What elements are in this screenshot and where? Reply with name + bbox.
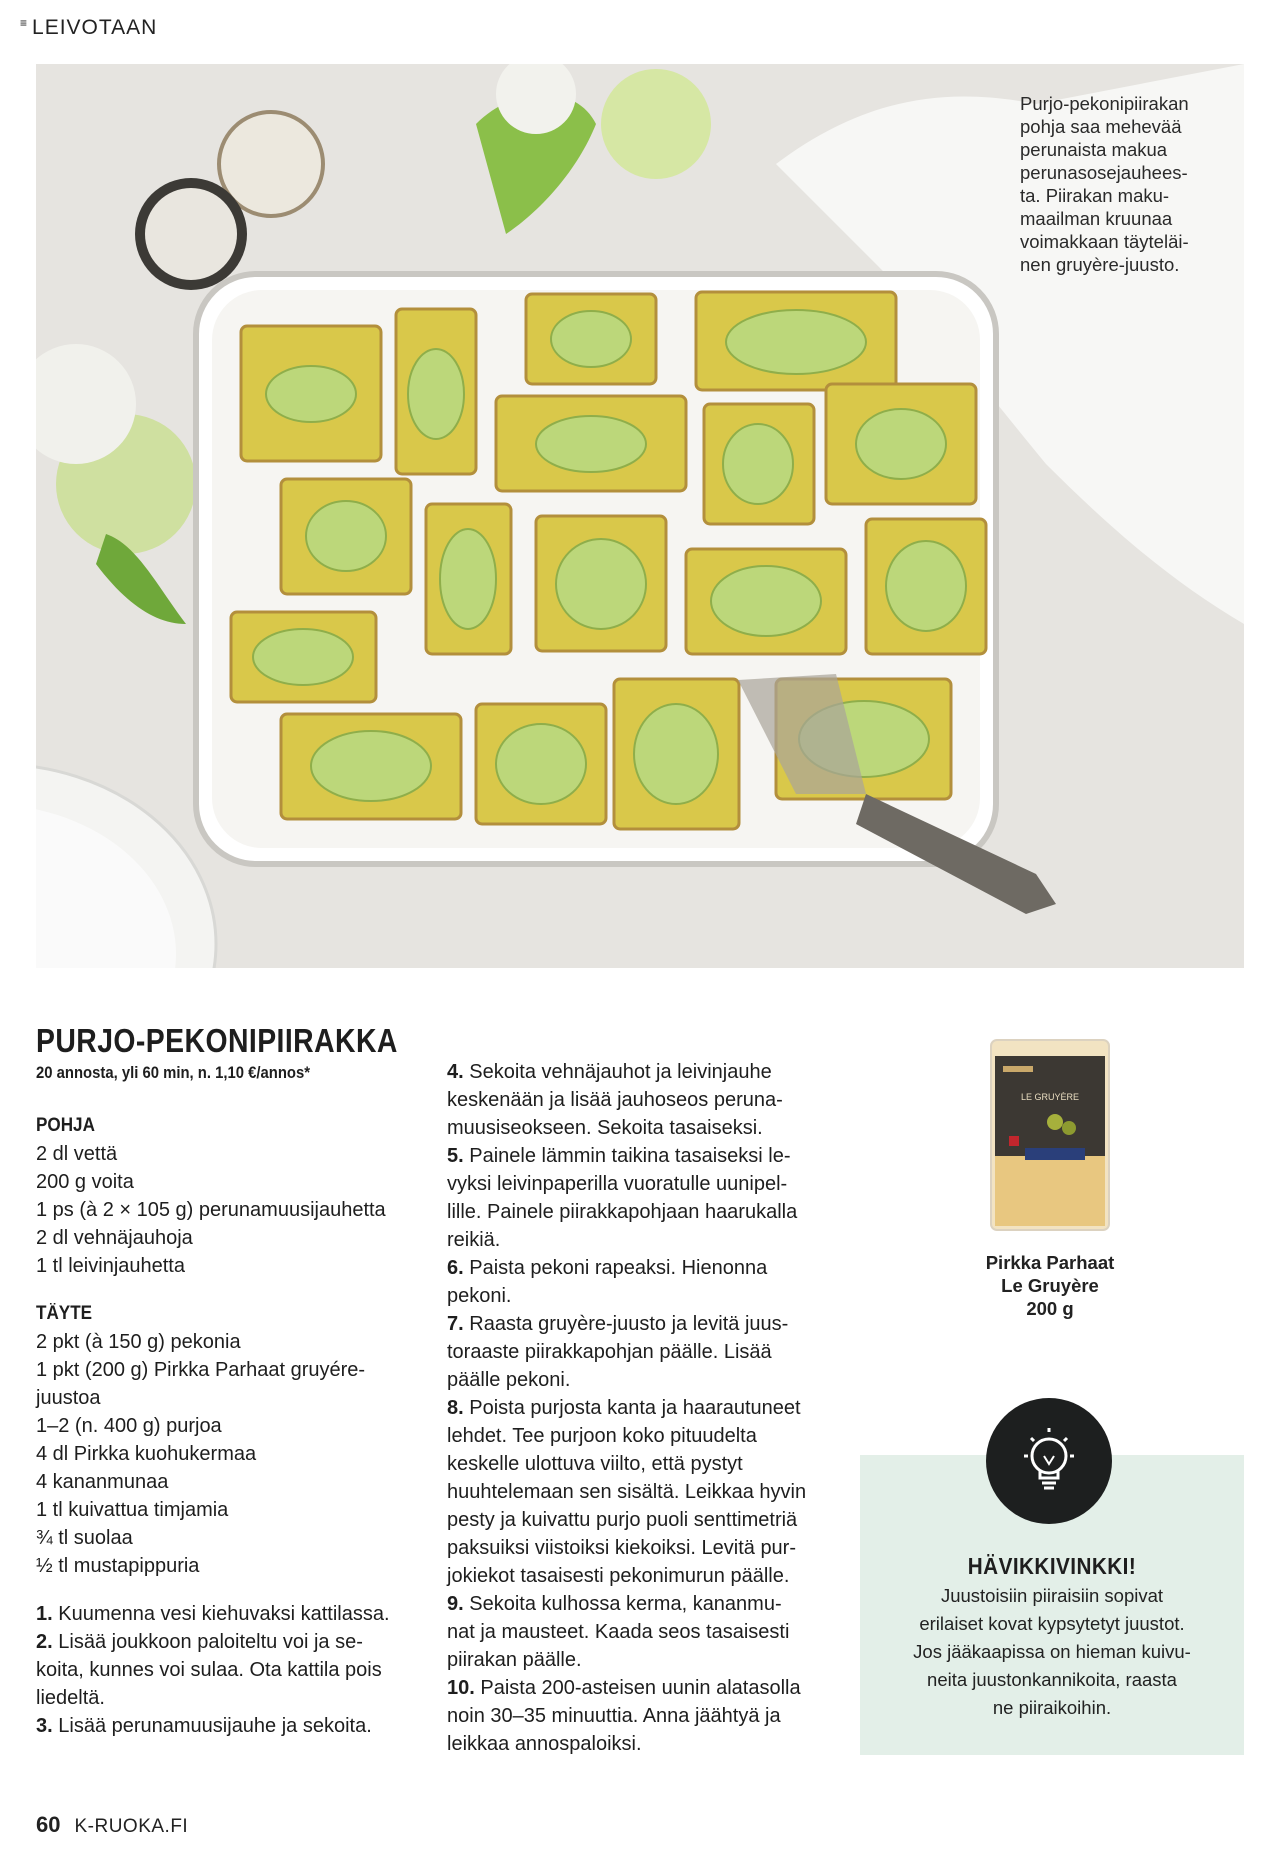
step-line: 4. Sekoita vehnäjauhot ja leivinjauhe (447, 1061, 772, 1083)
product-name (960, 1251, 1140, 1320)
ingredient: 200 g voita (36, 1171, 134, 1193)
step-line: paksuiksi viistoiksi kiekoiksi. Levitä pur- (447, 1537, 797, 1559)
ingredient: 2 dl vettä (36, 1143, 118, 1165)
step-line: pesty ja kuivattu purjo puoli senttimetriä (447, 1509, 798, 1531)
ingredient: 4 kananmunaa (36, 1471, 169, 1493)
page-number: 60 (36, 1812, 61, 1837)
product-name-line: Pirkka Parhaat (985, 1252, 1115, 1273)
base-heading: POHJA (36, 1115, 95, 1136)
page-footer (36, 1812, 188, 1838)
ingredient: 1 ps (à 2 × 105 g) perunamuusijauhetta (36, 1199, 386, 1221)
caption-line: nen gruyère-juusto. (1020, 254, 1180, 275)
step-line: lehdet. Tee purjoon koko pituudelta (447, 1425, 757, 1447)
ingredient: 4 dl Pirkka kuohukermaa (36, 1443, 257, 1465)
caption-line: ta. Piirakan maku- (1020, 185, 1170, 206)
step-line: toraaste piirakkapohjan päälle. Lisää (447, 1341, 772, 1363)
recipe-meta: 20 annosta, yli 60 min, n. 1,10 €/annos* (36, 1064, 311, 1082)
product-feature (960, 1036, 1140, 1320)
ingredient: 2 dl vehnäjauhoja (36, 1227, 193, 1249)
caption-line: voimakkaan täyteläi- (1020, 231, 1189, 252)
product-name-line: 200 g (1026, 1298, 1074, 1319)
tip-title: HÄVIKKIVINKKI! (967, 1553, 1137, 1579)
step-line: jokiekot tasaisesti pekonimurun päälle. (447, 1565, 790, 1587)
step-line: päälle pekoni. (447, 1369, 571, 1391)
caption-line: maailman kruunaa (1020, 208, 1173, 229)
steps-column (447, 1058, 842, 1758)
caption-line: perunaista makua (1020, 139, 1168, 160)
step-line: koita, kunnes voi sulaa. Ota kattila pois (36, 1659, 382, 1681)
ingredient: 1–2 (n. 400 g) purjoa (36, 1415, 222, 1437)
tip-line: neita juustonkannikoita, raasta (927, 1669, 1177, 1690)
step-line: 3. Lisää perunamuusijauhe ja sekoita. (36, 1715, 372, 1737)
ingredient: 2 pkt (à 150 g) pekonia (36, 1331, 241, 1353)
product-name-line: Le Gruyère (1001, 1275, 1099, 1296)
step-line: pekoni. (447, 1285, 512, 1307)
step-line: 6. Paista pekoni rapeaksi. Hienonna (447, 1257, 768, 1279)
step-line: reikiä. (447, 1229, 501, 1251)
ingredient: ½ tl mustapippuria (36, 1555, 200, 1577)
step-line: 9. Sekoita kulhossa kerma, kananmu- (447, 1593, 782, 1615)
step-line: muusiseokseen. Sekoita tasaiseksi. (447, 1117, 763, 1139)
step-line: liedeltä. (36, 1687, 105, 1709)
photo-caption (1020, 92, 1220, 276)
step-line: lille. Painele piirakkapohjaan haarukalla (447, 1201, 798, 1223)
recipe-title: PURJO-PEKONIPIIRAKKA (36, 1022, 398, 1059)
step-line: 7. Raasta gruyère-juusto ja levitä juus- (447, 1313, 789, 1335)
step-line: keskenään ja lisää jauhoseos peruna- (447, 1089, 783, 1111)
step-line: leikkaa annospaloiksi. (447, 1733, 642, 1755)
step-line: 5. Painele lämmin taikina tasaiseksi le- (447, 1145, 791, 1167)
step-line: vyksi leivinpaperilla vuoratulle uunipel- (447, 1173, 788, 1195)
step-line: noin 30–35 minuuttia. Anna jäähtyä ja (447, 1705, 781, 1727)
step-line: nat ja mausteet. Kaada seos tasaisesti (447, 1621, 790, 1643)
tip-text (870, 1582, 1234, 1722)
tip-line: erilaiset kovat kypsytetyt juustot. (919, 1613, 1185, 1634)
step-line: piirakan päälle. (447, 1649, 582, 1671)
step-line: 1. Kuumenna vesi kiehuvaksi kattilassa. (36, 1603, 390, 1625)
step-line: 2. Lisää joukkoon paloiteltu voi ja se- (36, 1631, 363, 1653)
tip-line: Juustoisiin piiraisiin sopivat (940, 1585, 1164, 1606)
ingredient: juustoa (36, 1387, 101, 1409)
ingredient: 1 tl kuivattua timjamia (36, 1499, 229, 1521)
cheese-package-image (985, 1036, 1115, 1234)
ingredient: ¾ tl suolaa (36, 1527, 133, 1549)
step-line: 10. Paista 200-asteisen uunin alatasolla (447, 1677, 801, 1699)
ingredients-column (36, 1112, 426, 1740)
pack-label: LE GRUYÈRE (1020, 1092, 1080, 1102)
tip-line: ne piiraikoihin. (992, 1697, 1112, 1718)
tip-line: Jos jääkaapissa on hieman kuivu- (913, 1641, 1191, 1662)
filling-heading: TÄYTE (36, 1303, 93, 1324)
ingredient: 1 tl leivinjauhetta (36, 1255, 185, 1277)
caption-line: pohja saa mehevää (1020, 116, 1182, 137)
step-line: keskelle ulottuva viilto, että pystyt (447, 1453, 743, 1475)
caption-line: perunasosejauhees- (1020, 162, 1188, 183)
footer-site: K-RUOKA.FI (74, 1816, 189, 1837)
ingredient: 1 pkt (200 g) Pirkka Parhaat gruyére- (36, 1359, 366, 1381)
caption-line: Purjo-pekonipiirakan (1020, 93, 1189, 114)
step-line: 8. Poista purjosta kanta ja haarautuneet (447, 1397, 801, 1419)
menu-mark-icon: ≡ (20, 16, 29, 30)
step-line: huuhtelemaan sen sisältä. Leikkaa hyvin (447, 1481, 807, 1503)
lightbulb-icon (986, 1398, 1112, 1524)
section-label: ≡ LEIVOTAAN (20, 16, 158, 39)
